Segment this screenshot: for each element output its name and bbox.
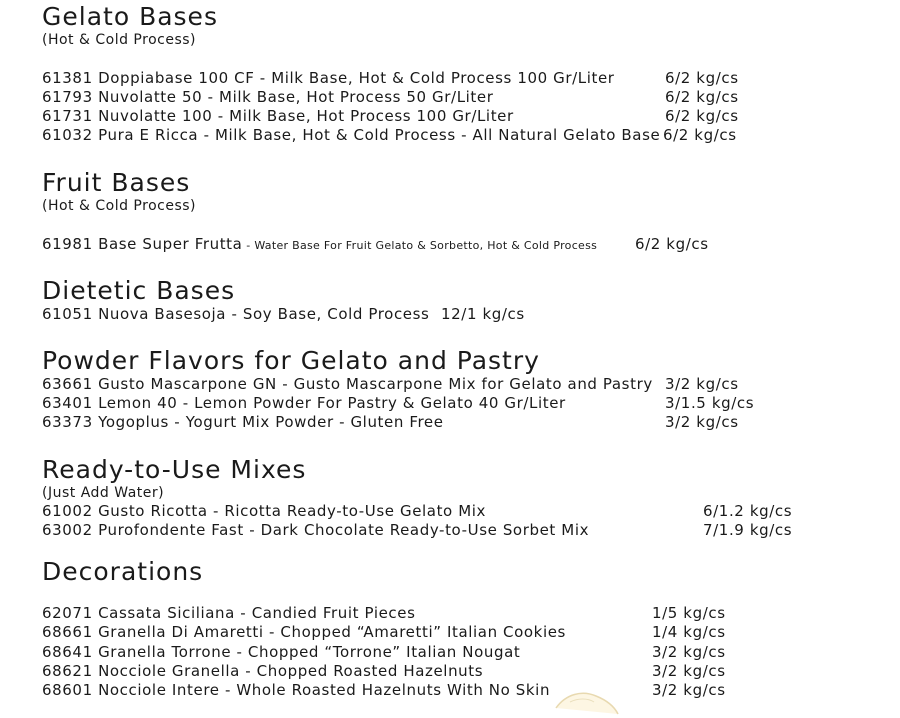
product-line: 63002 Purofondente Fast - Dark Chocolate Ready-to-Use Sorbet Mix [42, 521, 590, 539]
hazelnut-illustration-icon [552, 688, 622, 718]
gelato-bases-heading: Gelato Bases [42, 2, 218, 31]
product-name: 61981 Base Super Frutta [42, 235, 243, 253]
product-pack: 6/2 kg/cs [665, 107, 739, 125]
product-line: 61731 Nuvolatte 100 - Milk Base, Hot Process 100 Gr/Liter [42, 107, 514, 125]
product-pack: 1/4 kg/cs [652, 623, 726, 641]
product-description: - Water Base For Fruit Gelato & Sorbetto, Hot & Cold Process [242, 239, 598, 252]
product-line: 63373 Yogoplus - Yogurt Mix Powder - Gluten Free [42, 413, 444, 431]
decorations-heading: Decorations [42, 557, 204, 586]
product-pack: 1/5 kg/cs [652, 604, 726, 622]
product-pack: 3/2 kg/cs [665, 413, 739, 431]
product-pack: 6/2 kg/cs [635, 235, 709, 253]
gelato-bases-subtitle: (Hot & Cold Process) [42, 32, 196, 48]
product-line: 68601 Nocciole Intere - Whole Roasted Hazelnuts With No Skin [42, 681, 551, 699]
fruit-bases-heading: Fruit Bases [42, 168, 191, 197]
product-line: 62071 Cassata Siciliana - Candied Fruit Pieces [42, 604, 416, 622]
product-pack: 3/2 kg/cs [652, 643, 726, 661]
product-line: 61793 Nuvolatte 50 - Milk Base, Hot Process 50 Gr/Liter [42, 88, 494, 106]
product-line: 68641 Granella Torrone - Chopped “Torrone” Italian Nougat [42, 643, 521, 661]
product-pack: 3/2 kg/cs [652, 662, 726, 680]
product-pack: 12/1 kg/cs [441, 305, 525, 323]
product-pack: 7/1.9 kg/cs [703, 521, 793, 539]
product-line: 68661 Granella Di Amaretti - Chopped “Amaretti” Italian Cookies [42, 623, 566, 641]
fruit-bases-subtitle: (Hot & Cold Process) [42, 198, 196, 214]
product-line: 61381 Doppiabase 100 CF - Milk Base, Hot & Cold Process 100 Gr/Liter [42, 69, 615, 87]
product-pack: 3/2 kg/cs [652, 681, 726, 699]
product-line: 61032 Pura E Ricca - Milk Base, Hot & Cold Process - All Natural Gelato Base [42, 126, 661, 144]
ready-mixes-subtitle: (Just Add Water) [42, 485, 165, 501]
product-pack: 3/1.5 kg/cs [665, 394, 755, 412]
ready-mixes-heading: Ready-to-Use Mixes [42, 455, 307, 484]
product-line: 61002 Gusto Ricotta - Ricotta Ready-to-Use Gelato Mix [42, 502, 486, 520]
product-line [42, 235, 597, 255]
product-pack: 6/2 kg/cs [665, 69, 739, 87]
dietetic-bases-heading: Dietetic Bases [42, 276, 236, 305]
product-line: 63661 Gusto Mascarpone GN - Gusto Mascarpone Mix for Gelato and Pastry [42, 375, 653, 393]
powder-flavors-heading: Powder Flavors for Gelato and Pastry [42, 346, 540, 375]
product-line: 61051 Nuova Basesoja - Soy Base, Cold Process [42, 305, 430, 323]
product-pack: 6/2 kg/cs [663, 126, 737, 144]
product-line: 63401 Lemon 40 - Lemon Powder For Pastry & Gelato 40 Gr/Liter [42, 394, 566, 412]
product-line: 68621 Nocciole Granella - Chopped Roasted Hazelnuts [42, 662, 484, 680]
product-pack: 6/2 kg/cs [665, 88, 739, 106]
product-pack: 6/1.2 kg/cs [703, 502, 793, 520]
product-pack: 3/2 kg/cs [665, 375, 739, 393]
